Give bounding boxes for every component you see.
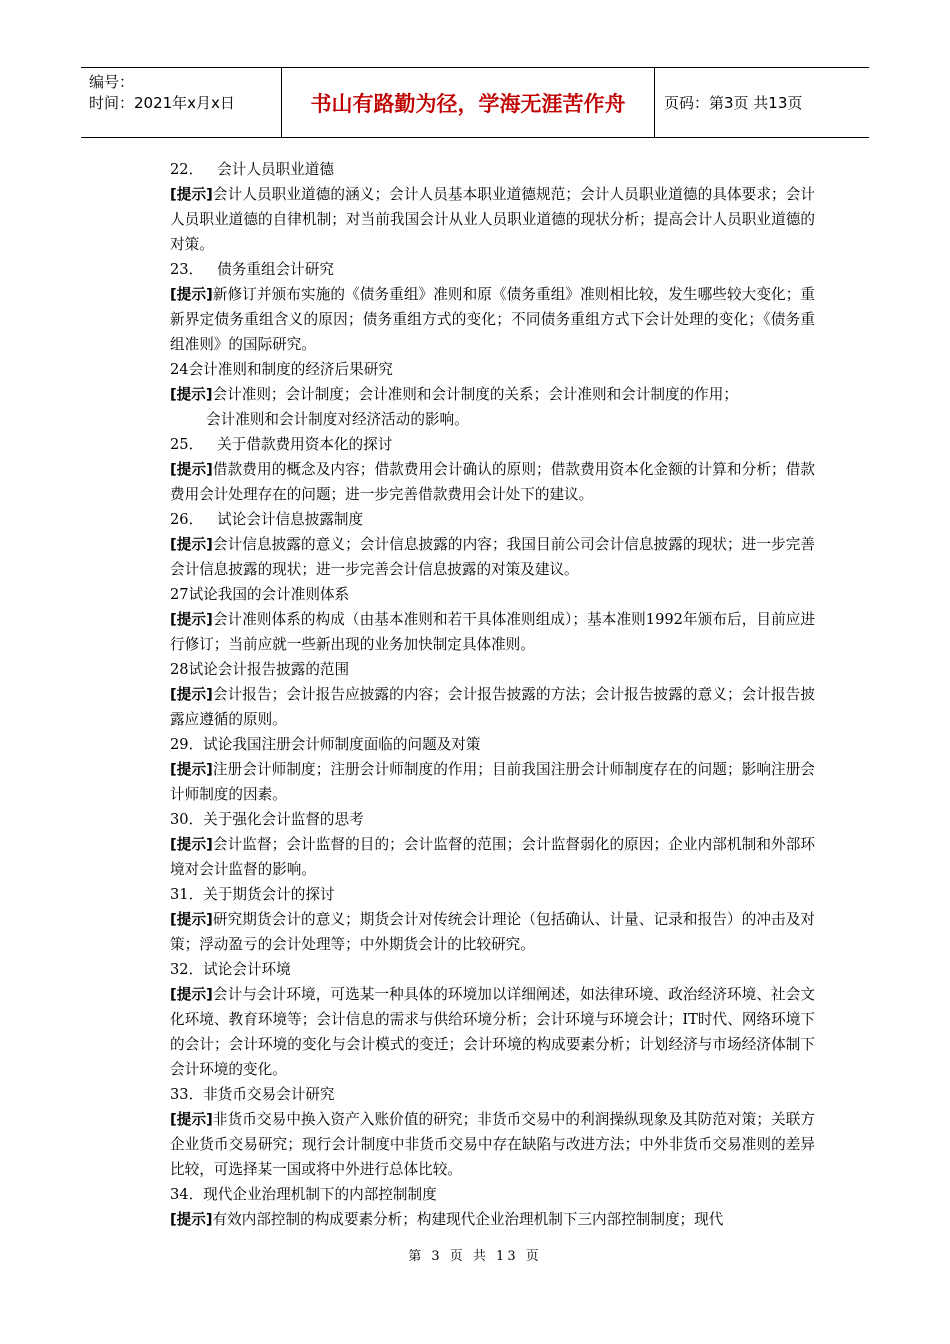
- topic-title-24: 24会计准则和制度的经济后果研究: [170, 361, 393, 378]
- header-meta: [81, 68, 281, 137]
- topic-hint-28: [提示]会计报告；会计报告应披露的内容；会计报告披露的方法；会计报告披露的意义；会计报告披露应遵循的原则。: [170, 686, 815, 728]
- topic-hint-34: [提示]有效内部控制的构成要素分析；构建现代企业治理机制下三内部控制制度；现代: [170, 1211, 724, 1228]
- topic-hint-33: [提示]非货币交易中换入资产入账价值的研究；非货币交易中的利润操纵现象及其防范对策；关联方企业货币交易研究；现行会计制度中非货币交易中存在缺陷与改进方法；中外非货币交易准则的差异比较，可选择某一国或将中外进行总体比较。: [170, 1111, 815, 1178]
- topic-hint-23: [提示]新修订并颁布实施的《债务重组》准则和原《债务重组》准则相比较，发生哪些较大变化；重新界定债务重组含义的原因；债务重组方式的变化；不同债务重组方式下会计处理的变化；《债务重组准则》的国际研究。: [170, 286, 815, 353]
- topic-title-27: 27试论我国的会计准则体系: [170, 586, 350, 603]
- document-number-label: 编号：: [89, 73, 135, 91]
- topic-title-28: 28试论会计报告披露的范围: [170, 661, 350, 678]
- topic-title-25: 25． 关于借款费用资本化的探讨: [170, 436, 393, 453]
- topic-hint-27: [提示]会计准则体系的构成（由基本准则和若干具体准则组成）；基本准则1992年颁布后，目前应进行修订；当前应就一些新出现的业务加快制定具体准则。: [170, 611, 816, 653]
- page-header: [81, 67, 869, 138]
- topic-title-32: 32．试论会计环境: [170, 961, 291, 978]
- topic-title-31: 31．关于期货会计的探讨: [170, 886, 335, 903]
- topic-hint-29: [提示]注册会计师制度；注册会计师制度的作用；目前我国注册会计师制度存在的问题；影响注册会计师制度的因素。: [170, 761, 815, 803]
- document-date: 时间：2021年x月x日: [89, 94, 235, 112]
- topic-hint-26: [提示]会计信息披露的意义；会计信息披露的内容；我国目前公司会计信息披露的现状；进一步完善会计信息披露的现状；进一步完善会计信息披露的对策及建议。: [170, 536, 815, 578]
- topic-hint-24-continuation: 会计准则和会计制度对经济活动的影响。: [206, 411, 469, 428]
- topic-title-34: 34．现代企业治理机制下的内部控制制度: [170, 1186, 437, 1203]
- topic-title-22: 22． 会计人员职业道德: [170, 161, 334, 178]
- topic-title-30: 30．关于强化会计监督的思考: [170, 811, 364, 828]
- topic-hint-22: [提示]会计人员职业道德的涵义；会计人员基本职业道德规范；会计人员职业道德的具体要求；会计人员职业道德的自律机制；对当前我国会计从业人员职业道德的现状分析；提高会计人员职业道德的对策。: [170, 186, 815, 253]
- topic-hint-32: [提示]会计与会计环境，可选某一种具体的环境加以详细阐述，如法律环境、政治经济环境、社会文化环境、教育环境等；会计信息的需求与供给环境分析；会计环境与环境会计；IT时代、网络环境下的会计；会计环境的变化与会计模式的变迁；会计环境的构成要素分析；计划经济与市场经济体制下会计环境的变化。: [170, 986, 815, 1078]
- topic-hint-30: [提示]会计监督；会计监督的目的；会计监督的范围；会计监督弱化的原因；企业内部机制和外部环境对会计监督的影响。: [170, 836, 815, 878]
- header-motto: 书山有路勤为径，学海无涯苦作舟: [281, 68, 655, 137]
- page-footer: 第 3 页 共 13 页: [408, 1249, 542, 1264]
- topic-title-26: 26． 试论会计信息披露制度: [170, 511, 364, 528]
- topic-title-29: 29．试论我国注册会计师制度面临的问题及对策: [170, 736, 481, 753]
- document-body: [170, 157, 815, 1232]
- header-page-info: 页码：第3页 共13页: [664, 94, 803, 112]
- topic-hint-24: [提示]会计准则；会计制度；会计准则和会计制度的关系；会计准则和会计制度的作用； 会计准则和会计制度对经济活动的影响。: [170, 382, 815, 432]
- topic-hint-25: [提示]借款费用的概念及内容；借款费用会计确认的原则；借款费用资本化金额的计算和分析；借款费用会计处理存在的问题；进一步完善借款费用会计处下的建议。: [170, 461, 815, 503]
- topic-title-33: 33．非货币交易会计研究: [170, 1086, 335, 1103]
- topic-title-23: 23． 债务重组会计研究: [170, 261, 334, 278]
- topic-hint-31: [提示]研究期货会计的意义；期货会计对传统会计理论（包括确认、计量、记录和报告）的冲击及对策；浮动盈亏的会计处理等；中外期货会计的比较研究。: [170, 911, 815, 953]
